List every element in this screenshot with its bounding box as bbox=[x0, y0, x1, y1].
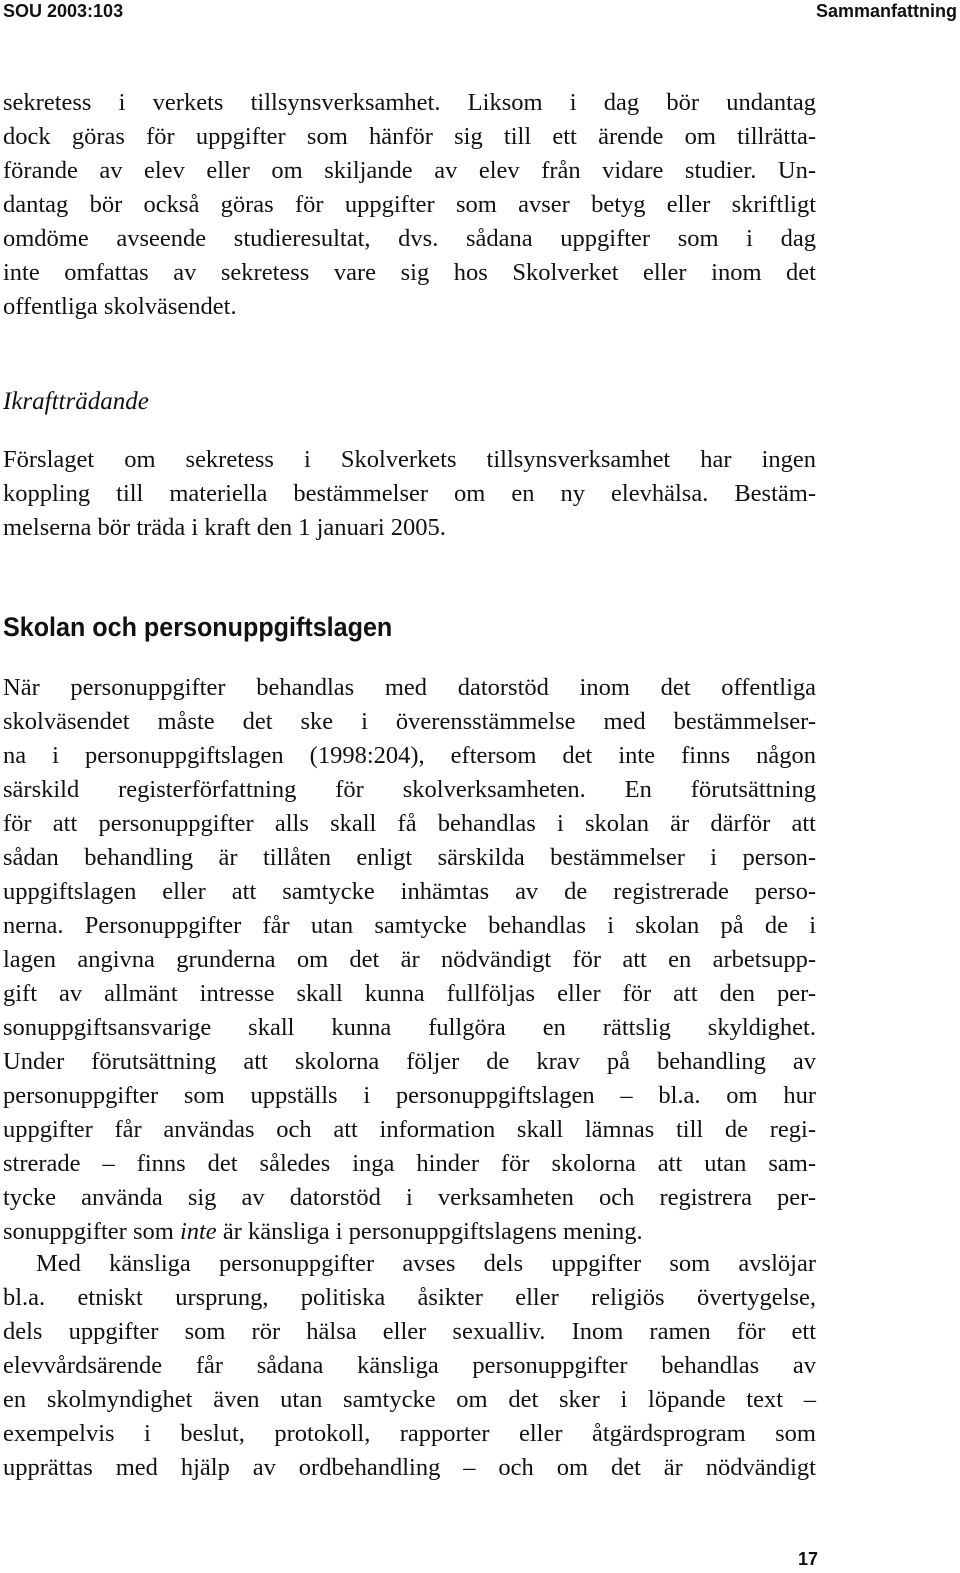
text-line: Förslaget om sekretess i Skolverkets tillsynsverksamhet har ingen bbox=[3, 446, 816, 473]
subheading-ikrafttradande: Ikraftträdande bbox=[3, 388, 149, 415]
text-line: dock göras för uppgifter som hänför sig till ett ärende om tillrätta- bbox=[3, 123, 816, 150]
text-line: sådan behandling är tillåten enligt särskilda bestämmelser i person- bbox=[3, 844, 816, 871]
paragraph-personuppgiftslagen bbox=[3, 671, 816, 1249]
text-line: dantag bör också göras för uppgifter som avser betyg eller skriftligt bbox=[3, 191, 816, 218]
emphasized-word: inte bbox=[179, 1218, 217, 1245]
text-line: skolväsendet måste det ske i överensstämmelse med bestämmelser- bbox=[3, 708, 816, 735]
text-fragment: sonuppgifter som bbox=[3, 1218, 180, 1245]
text-line: förande av elev eller om skiljande av elev från vidare studier. Un- bbox=[3, 157, 816, 184]
text-line: elevvårdsärende får sådana känsliga personuppgifter behandlas av bbox=[3, 1352, 816, 1379]
text-line: tycke använda sig av datorstöd i verksamheten och registrera per- bbox=[3, 1184, 816, 1211]
text-line: uppgiftslagen eller att samtycke inhämtas av de registrerade perso- bbox=[3, 878, 816, 905]
section-title: Sammanfattning bbox=[815, 1, 957, 21]
text-line: för att personuppgifter alls skall få behandlas i skolan är därför att bbox=[3, 810, 816, 837]
text-line: exempelvis i beslut, protokoll, rapporter eller åtgärdsprogram som bbox=[3, 1420, 816, 1447]
text-line: omdöme avseende studieresultat, dvs. sådana uppgifter som i dag bbox=[3, 225, 816, 252]
document-reference: SOU 2003:103 bbox=[3, 1, 124, 21]
text-line: sonuppgiftsansvarige skall kunna fullgöra en rättslig skyldighet. bbox=[3, 1014, 816, 1041]
text-line: särskild registerförfattning för skolverksamheten. En förutsättning bbox=[3, 776, 816, 803]
text-fragment: är känsliga i personuppgiftslagens mening. bbox=[216, 1218, 643, 1245]
text-line: offentliga skolväsendet. bbox=[3, 293, 237, 320]
text-line: lagen angivna grunderna om det är nödvändigt för att en arbetsupp- bbox=[3, 946, 816, 973]
text-line bbox=[3, 1215, 816, 1249]
text-line: strerade – finns det således inga hinder för skolorna att utan sam- bbox=[3, 1150, 816, 1177]
text-line: gift av allmänt intresse skall kunna fullföljas eller för att den per- bbox=[3, 980, 816, 1007]
text-line: en skolmyndighet även utan samtycke om det sker i löpande text – bbox=[3, 1386, 816, 1413]
text-line: När personuppgifter behandlas med datorstöd inom det offentliga bbox=[3, 674, 816, 701]
text-line: sekretess i verkets tillsynsverksamhet. Liksom i dag bör undantag bbox=[3, 89, 816, 116]
text-line: na i personuppgiftslagen (1998:204), eftersom det inte finns någon bbox=[3, 742, 816, 769]
text-line: bl.a. etniskt ursprung, politiska åsikter eller religiös övertygelse, bbox=[3, 1284, 816, 1311]
page-header bbox=[0, 0, 960, 22]
page-number: 17 bbox=[797, 1549, 818, 1569]
text-line: personuppgifter som uppställs i personuppgiftslagen – bl.a. om hur bbox=[3, 1082, 816, 1109]
text-line: dels uppgifter som rör hälsa eller sexualliv. Inom ramen för ett bbox=[3, 1318, 816, 1345]
text-line: upprättas med hjälp av ordbehandling – och om det är nödvändigt bbox=[3, 1454, 816, 1481]
paragraph-ikrafttradande bbox=[3, 443, 816, 545]
section-heading: Skolan och personuppgiftslagen bbox=[3, 612, 393, 642]
text-line: koppling till materiella bestämmelser om en ny elevhälsa. Bestäm- bbox=[3, 480, 816, 507]
text-line: melserna bör träda i kraft den 1 januari 2005. bbox=[3, 514, 446, 541]
text-line: Med känsliga personuppgifter avses dels uppgifter som avslöjar bbox=[36, 1250, 816, 1277]
text-line: nerna. Personuppgifter får utan samtycke behandlas i skolan på de i bbox=[3, 912, 816, 939]
paragraph-kansliga-uppgifter bbox=[3, 1247, 816, 1485]
text-line: uppgifter får användas och att information skall lämnas till de regi- bbox=[3, 1116, 816, 1143]
text-line: inte omfattas av sekretess vare sig hos Skolverket eller inom det bbox=[3, 259, 816, 286]
paragraph-sekretess bbox=[3, 86, 816, 324]
text-line: Under förutsättning att skolorna följer de krav på behandling av bbox=[3, 1048, 816, 1075]
